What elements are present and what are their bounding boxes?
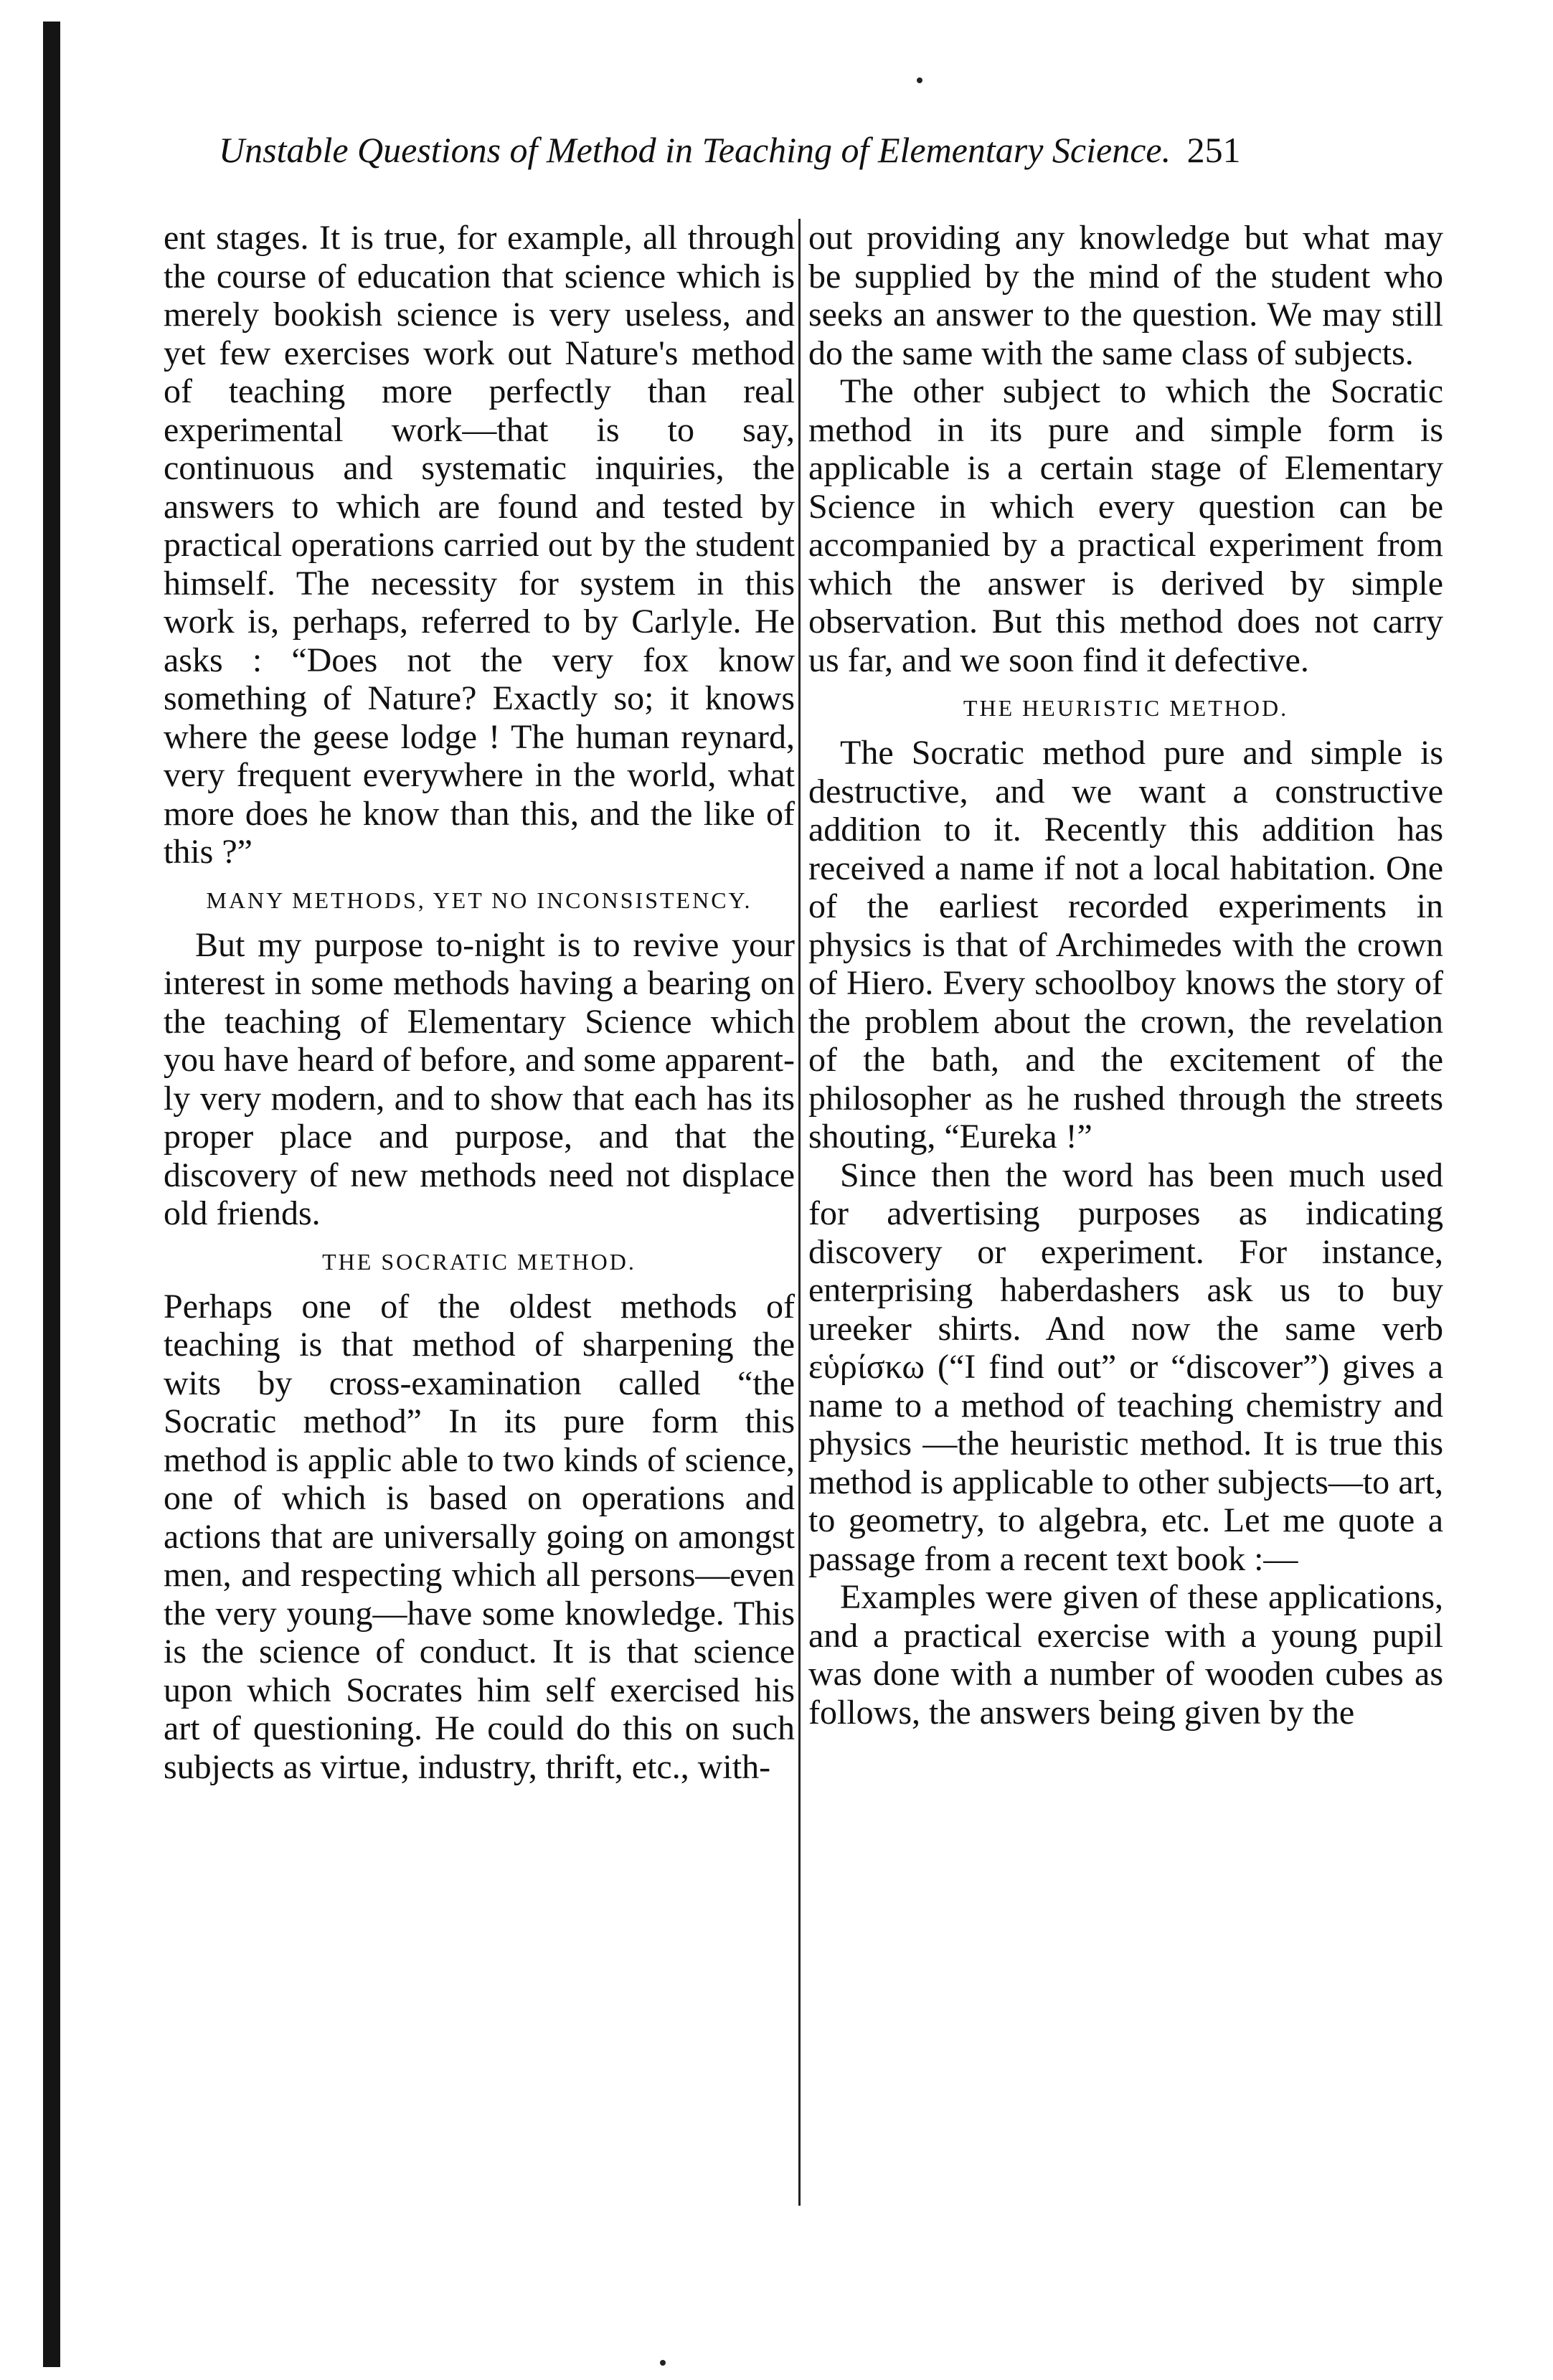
column-divider [798, 219, 801, 2206]
section-heading: THE HEURISTIC METHOD. [963, 695, 1289, 721]
scan-binding-edge [43, 22, 60, 2367]
left-column [164, 219, 795, 2227]
running-header [219, 129, 1460, 171]
scan-speck [917, 77, 922, 83]
right-column [808, 219, 1443, 2227]
page-number: 251 [1186, 130, 1241, 170]
paragraph: The other subject to which the Socratic method in its pure and simple form is applicable is a certain stage of Elementary Science in which every question can be accompanied by a practical experiment from which the answer is derived by simple observation. But this method does not carry us far, and we soon find it defective. [808, 372, 1443, 679]
running-title: Unstable Questions of Method in Teaching of Elementary Science. [219, 130, 1171, 170]
section-heading: MANY METHODS, YET NO INCONSISTENCY. [206, 887, 752, 913]
paragraph: Examples were given of these applications, and a practical exercise with a young pupil was done with a number of wooden cubes as follows, the answers being given by the [808, 1578, 1443, 1732]
section-heading: THE SOCRATIC METHOD. [322, 1248, 636, 1275]
scan-speck [660, 2360, 666, 2366]
paragraph: Since then the word has been much used for advertising purposes as indicating discovery or experiment. For instance, enterprising haberdashers ask us to buy ureeker shirts. And now the same verb εὑρίσκω (“I find out” or “discover”) gives a name to a method of teaching chemistry and physics —the heuristic method. It is true this method is applicable to other subjects—to art, to geometry, to algebra, etc. Let me quote a passage from a recent text book :— [808, 1156, 1443, 1578]
paragraph: ent stages. It is true, for example, all through the course of education that science which is merely bookish science is very useless, and yet few exercises work out Nature's method of teaching more perfectly than real experimental work—that is to say, continuous and systematic inquiries, the answers to which are found and tested by practical operations carried out by the student himself. The necessity for system in this work is, perhaps, referred to by Carlyle. He asks : “Does not the very fox know something of Nature? Exactly so; it knows where the geese lodge ! The human reynard, very frequent everywhere in the world, what more does he know than this, and the like of this ?” [164, 219, 795, 871]
paragraph: Perhaps one of the oldest methods of teaching is that method of sharpening the wits by cross-examination called “the Socratic method” In its pure form this method is applic able to two kinds of science, one of which is based on operations and actions that are universally going on amongst men, and respecting which all persons—even the very young—have some knowledge. This is the science of conduct. It is that science upon which Socrates him self exercised his art of questioning. He could do this on such subjects as virtue, industry, thrift, etc., with- [164, 1287, 795, 1786]
paragraph: But my purpose to-night is to revive your interest in some methods having a bearing on the teaching of Elementary Science which you have heard of before, and some apparently very modern, and to show that each has its proper place and purpose, and that the discovery of new methods need not displace old friends. [164, 925, 795, 1232]
paragraph: The Socratic method pure and simple is destructive, and we want a constructive addition to it. Recently this addition has received a name if not a local habitation. One of the earliest recorded experiments in physics is that of Archimedes with the crown of Hiero. Every schoolboy knows the story of the problem about the crown, the revelation of the bath, and the excitement of the philosopher as he rushed through the streets shouting, “Eureka !” [808, 734, 1443, 1156]
paragraph: out providing any knowledge but what may be supplied by the mind of the student who seeks an answer to the question. We may still do the same with the same class of subjects. [808, 219, 1443, 372]
